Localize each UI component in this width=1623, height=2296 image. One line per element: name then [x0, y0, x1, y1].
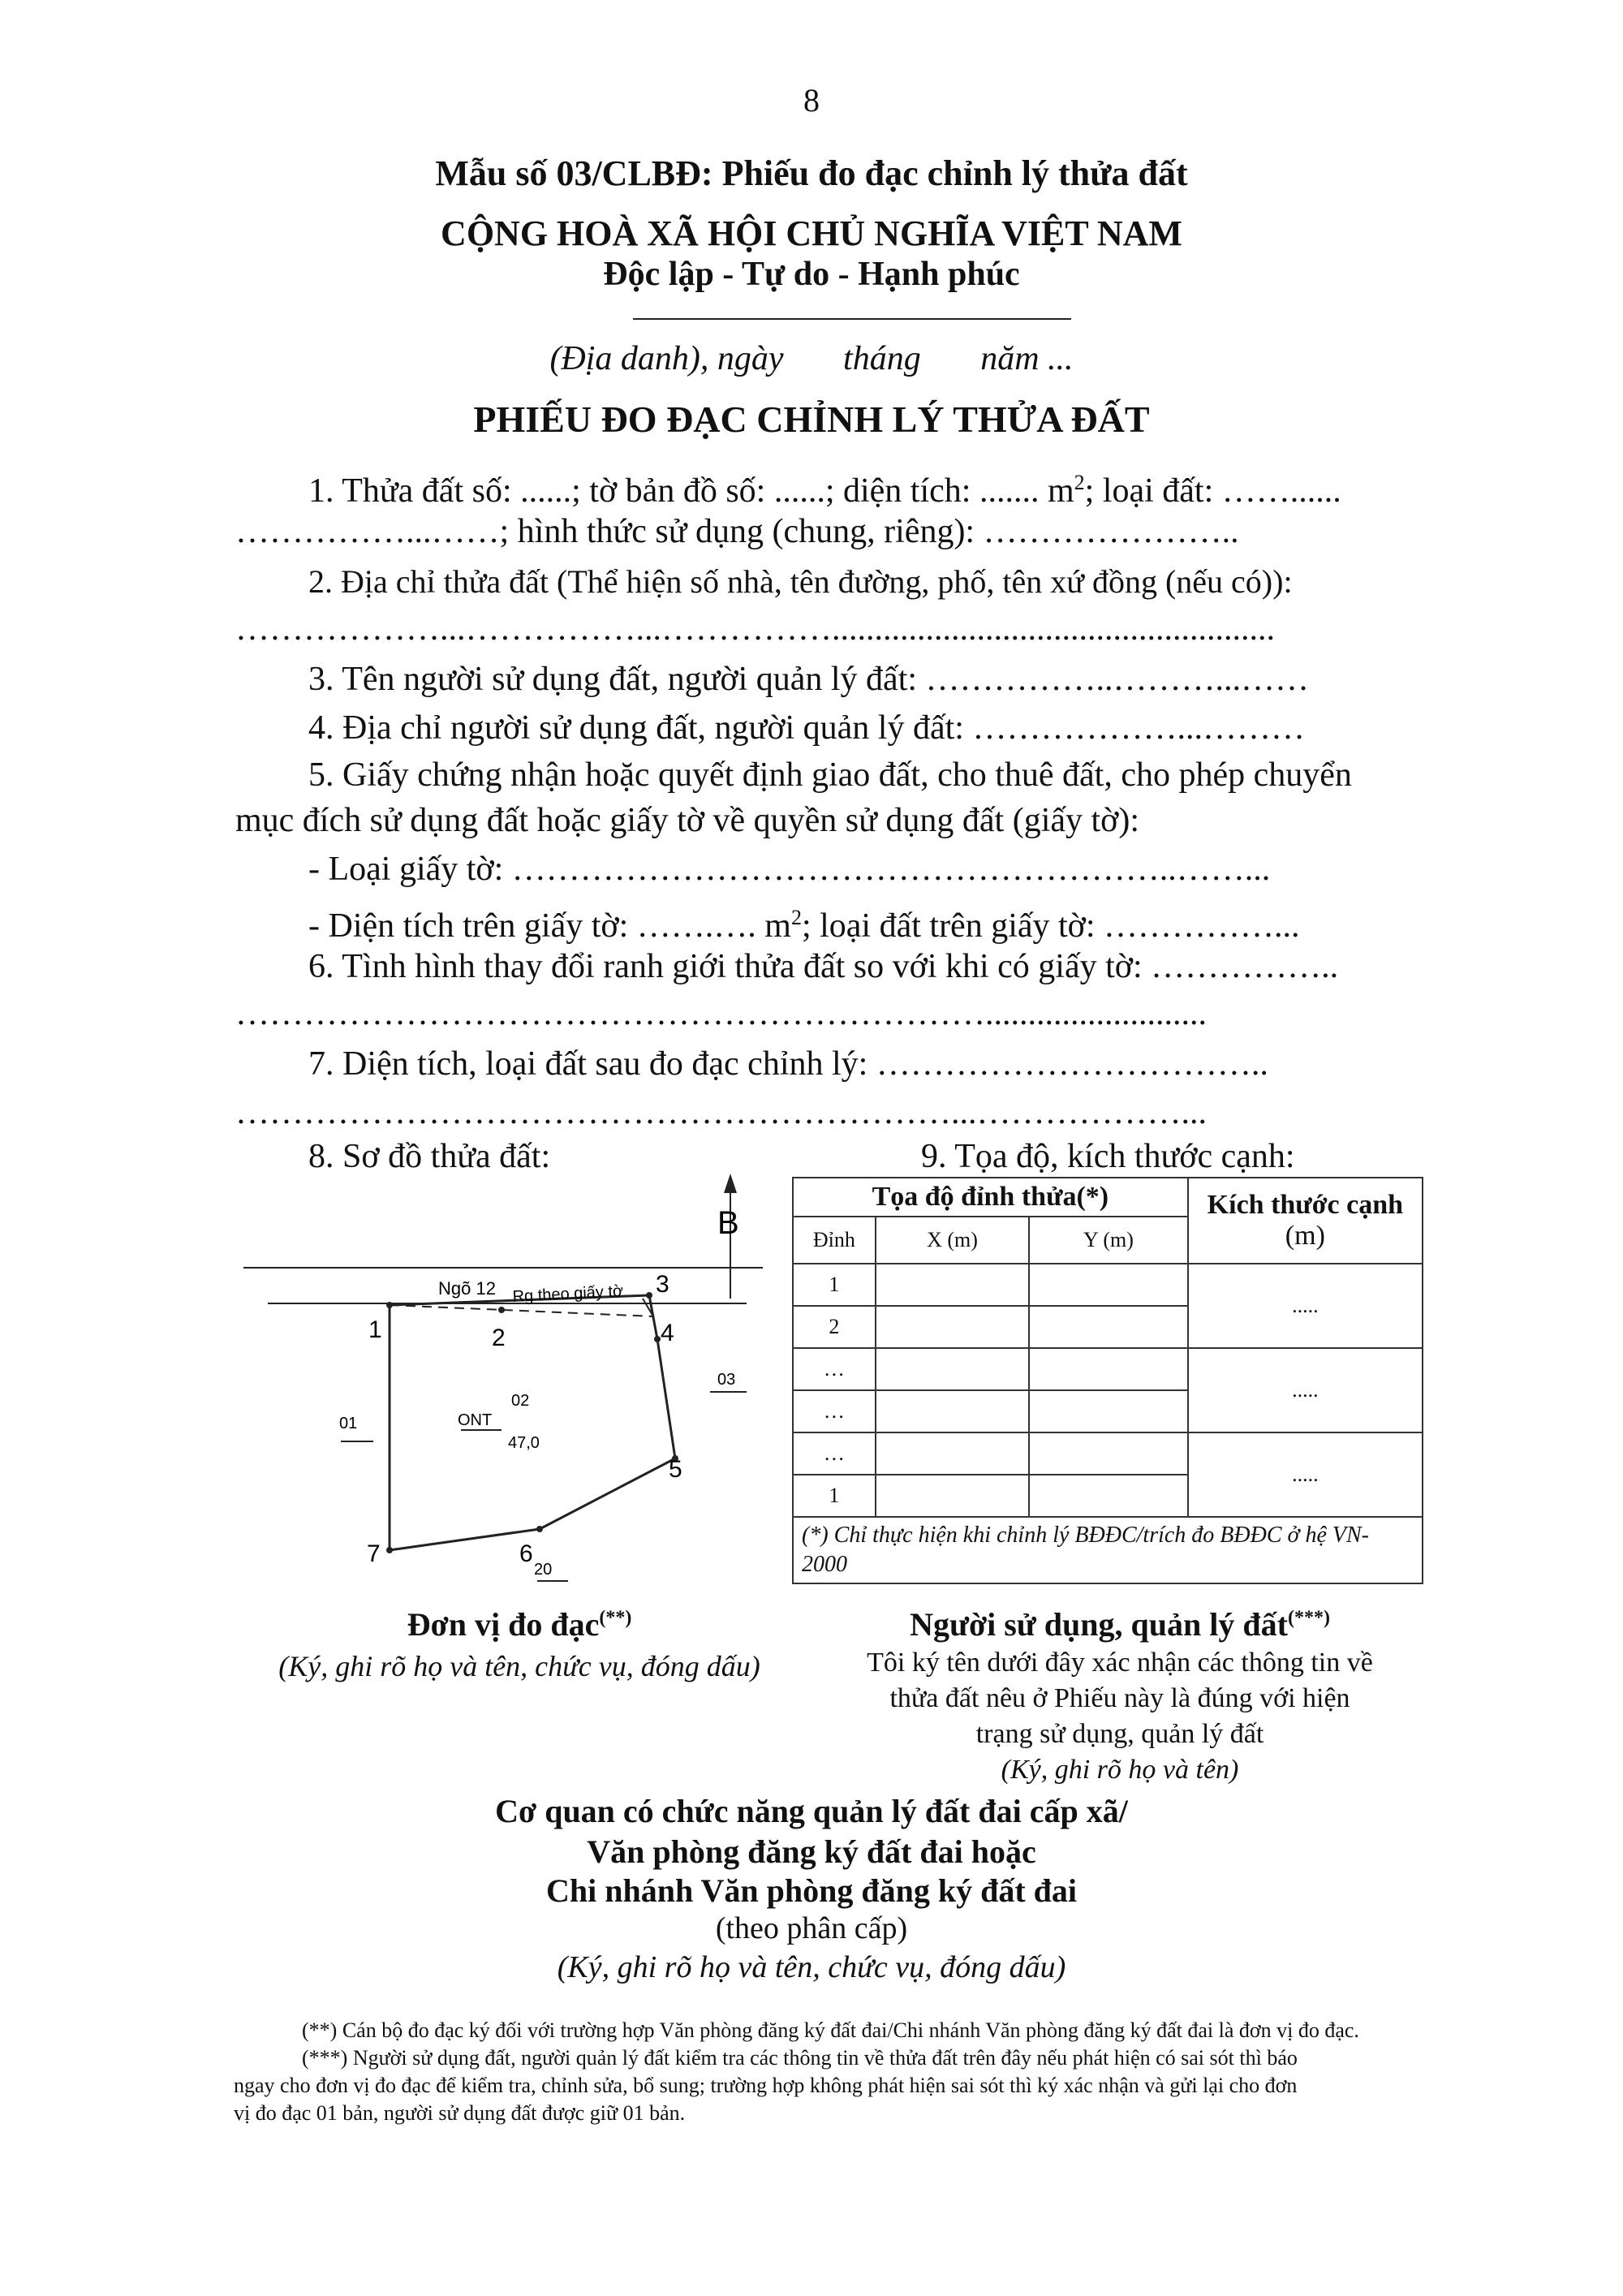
field-7-label: 7. Diện tích, loại đất sau đo đạc chỉnh lý: ……………………………..: [308, 1045, 1268, 1083]
table-note: (*) Chỉ thực hiện khi chỉnh lý BĐĐC/trích đo BĐĐC ở hệ VN-2000: [793, 1517, 1423, 1583]
date-line: (Địa danh), ngày tháng năm ...: [549, 340, 1074, 377]
field-2-dots: ………………...……………...……………....................................................: [235, 610, 1275, 648]
survey-unit-instruction: (Ký, ghi rõ họ và tên, chức vụ, đóng dấu): [278, 1650, 760, 1682]
agency-line-4: (theo phân cấp): [715, 1911, 908, 1945]
point-6: 6: [519, 1540, 533, 1567]
vertex-cell: 1: [793, 1475, 876, 1517]
footnote-1: (**) Cán bộ đo đạc ký đối với trường hợp Văn phòng đăng ký đất đai/Chi nhánh Văn phòng đăng ký đất đai là đơn vị đo đạc.: [302, 2018, 1359, 2042]
vertex-cell: …: [793, 1390, 876, 1432]
road-label: Ngõ 12: [438, 1278, 496, 1299]
point-3: 3: [656, 1271, 669, 1298]
north-arrow-icon: [724, 1174, 737, 1193]
agency-line-2: Văn phòng đăng ký đất đai hoặc: [587, 1833, 1036, 1870]
land-user-line-3: trạng sử dụng, quản lý đất: [975, 1719, 1264, 1749]
national-title: CỘNG HOÀ XÃ HỘI CHỦ NGHĨA VIỆT NAM: [441, 213, 1182, 253]
dimension-cell: .....: [1188, 1264, 1423, 1348]
land-user-line-1: Tôi ký tên dưới đây xác nhận các thông tin về: [867, 1648, 1373, 1678]
coord-header: Tọa độ đỉnh thửa(*): [793, 1178, 1188, 1217]
field-5-doc-type: - Loại giấy tờ: …………………………………………………..……...: [308, 851, 1271, 888]
survey-unit-title: Đơn vị đo đạc(**): [407, 1606, 632, 1643]
right-parcel: 03: [717, 1371, 736, 1389]
coordinate-table: [792, 1177, 1423, 1584]
agency-line-3: Chi nhánh Văn phòng đăng ký đất đai: [545, 1872, 1078, 1909]
dimension-cell: .....: [1188, 1432, 1423, 1517]
field-1-line-1: 1. Thửa đất số: ......; tờ bản đồ số: ......; diện tích: ....... $m^2$; loại đất: ……......: [308, 471, 1341, 510]
field-4: 4. Địa chỉ người sử dụng đất, người quản lý đất: ………………...………: [308, 709, 1305, 747]
vertex-cell: 2: [793, 1306, 876, 1348]
field-8-label: 8. Sơ đồ thửa đất:: [308, 1138, 551, 1175]
field-3: 3. Tên người sử dụng đất, người quản lý đất: ……………..………...……: [308, 661, 1310, 698]
page-number: 8: [803, 82, 820, 118]
field-1-line-2: ……………...……; hình thức sử dụng (chung, riêng): …………………..: [235, 513, 1239, 550]
footnote-2-line-1: (***) Người sử dụng đất, người quản lý đất kiểm tra các thông tin về thửa đất trên đây nếu phát hiện có sai sót thì báo: [302, 2046, 1298, 2070]
land-type: ONT: [458, 1411, 493, 1429]
land-user-instruction: (Ký, ghi rõ họ và tên): [1001, 1755, 1239, 1785]
parcel-sketch: [243, 1169, 779, 1607]
land-user-title: Người sử dụng, quản lý đất(***): [910, 1606, 1330, 1643]
agency-instruction: (Ký, ghi rõ họ và tên, chức vụ, đóng dấu): [557, 1950, 1066, 1984]
point-7: 7: [367, 1540, 381, 1567]
form-title: Mẫu số 03/CLBĐ: Phiếu đo đạc chỉnh lý thửa đất: [435, 153, 1188, 193]
vertex-cell: …: [793, 1432, 876, 1475]
document-title: PHIẾU ĐO ĐẠC CHỈNH LÝ THỬA ĐẤT: [473, 398, 1150, 440]
field-5-line-2: mục đích sử dụng đất hoặc giấy tờ về quyền sử dụng đất (giấy tờ):: [235, 802, 1140, 839]
bottom-parcel: 20: [534, 1561, 553, 1579]
parcel-area: 47,0: [508, 1434, 540, 1452]
point-4: 4: [661, 1320, 674, 1346]
point-1: 1: [368, 1316, 382, 1343]
dimension-cell: .....: [1188, 1348, 1423, 1432]
col-y: Y (m): [1029, 1217, 1187, 1264]
footnote-2-line-2: ngay cho đơn vị đo đạc để kiểm tra, chỉnh sửa, bổ sung; trường hợp không phát hiện sai sót thì ký xác nhận và gửi lại cho đơn: [234, 2074, 1298, 2097]
point-5: 5: [669, 1456, 682, 1483]
motto: Độc lập - Tự do - Hạnh phúc: [603, 256, 1020, 293]
agency-line-1: Cơ quan có chức năng quản lý đất đai cấp xã/: [495, 1793, 1128, 1829]
field-9-label: 9. Tọa độ, kích thước cạnh:: [921, 1138, 1295, 1175]
field-2-label: 2. Địa chỉ thửa đất (Thể hiện số nhà, tên đường, phố, tên xứ đồng (nếu có)):: [308, 563, 1293, 600]
field-6-dots: …………………………………………………………..........................: [235, 995, 1207, 1032]
field-5-doc-area: - Diện tích trên giấy tờ: …….…. $m^2$; loại đất trên giấy tờ: ……………...: [308, 906, 1300, 945]
vertex-cell: 1: [793, 1264, 876, 1306]
col-vertex: Đỉnh: [793, 1217, 876, 1264]
field-6-label: 6. Tình hình thay đổi ranh giới thửa đất so với khi có giấy tờ: ……………..: [308, 948, 1339, 985]
vertex-cell: …: [793, 1348, 876, 1390]
point-2: 2: [492, 1325, 506, 1351]
north-label: B: [717, 1205, 739, 1241]
field-5-line-1: 5. Giấy chứng nhận hoặc quyết định giao đất, cho thuê đất, cho phép chuyển: [308, 756, 1352, 794]
boundary-note: Rg theo giấy tờ: [512, 1282, 624, 1306]
field-7-dots: ………………………………………………………...………………...: [235, 1094, 1207, 1131]
footnote-2-line-3: vị đo đạc 01 bản, người sử dụng đất được giữ 01 bản.: [234, 2101, 686, 2125]
dimension-header: Kích thước cạnh (m): [1188, 1178, 1423, 1264]
left-parcel: 01: [339, 1415, 358, 1432]
col-x: X (m): [876, 1217, 1029, 1264]
parcel-number: 02: [511, 1392, 530, 1410]
motto-underline: [633, 318, 1071, 320]
land-user-line-2: thửa đất nêu ở Phiếu này là đúng với hiện: [889, 1683, 1350, 1713]
